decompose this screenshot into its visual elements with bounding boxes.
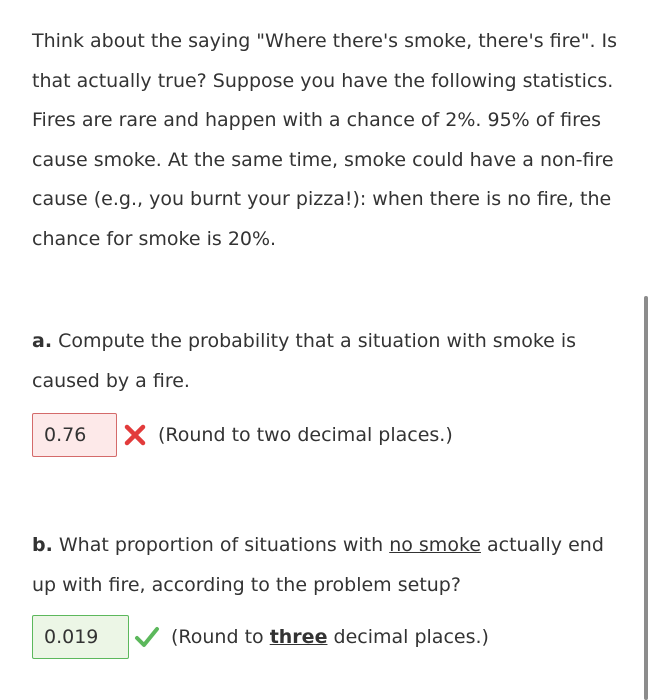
question-b-text-end: actually end up with fire, according to the problem setup? [32,534,604,596]
question-a-text: Compute the probability that a situation with smoke is caused by a fire. [32,330,577,392]
answer-b-hint-end: decimal places.) [333,626,489,648]
question-a-label: a. [32,330,53,352]
scrollbar[interactable] [644,296,648,700]
question-b-text-start: What proportion of situations with [58,534,384,556]
answer-b-hint-start: (Round to [171,626,264,648]
problem-statement: Think about the saying "Where there's smoke, there's fire". Is that actually true? Suppose you have the following statistics. Fires are rare and happen with a chance of 2%. 95% of fires cause smoke. At the same time, smoke could have a non-fire cause (e.g., you burnt your pizza!): when there is no fire, the chance for smoke is 20%. [32,30,618,250]
question-b-underlined: no smoke [389,534,481,556]
answer-row-a [32,412,453,458]
check-icon [134,624,160,650]
question-a [32,322,632,401]
cross-icon [122,422,148,448]
answer-row-b [32,614,489,660]
answer-b-input[interactable]: 0.019 [32,615,129,659]
question-b [32,526,632,605]
answer-a-hint: (Round to two decimal places.) [158,424,453,446]
answer-b-hint [171,626,489,648]
question-b-label: b. [32,534,53,556]
answer-b-hint-emphasis: three [269,626,328,648]
answer-a-input[interactable]: 0.76 [32,413,117,457]
